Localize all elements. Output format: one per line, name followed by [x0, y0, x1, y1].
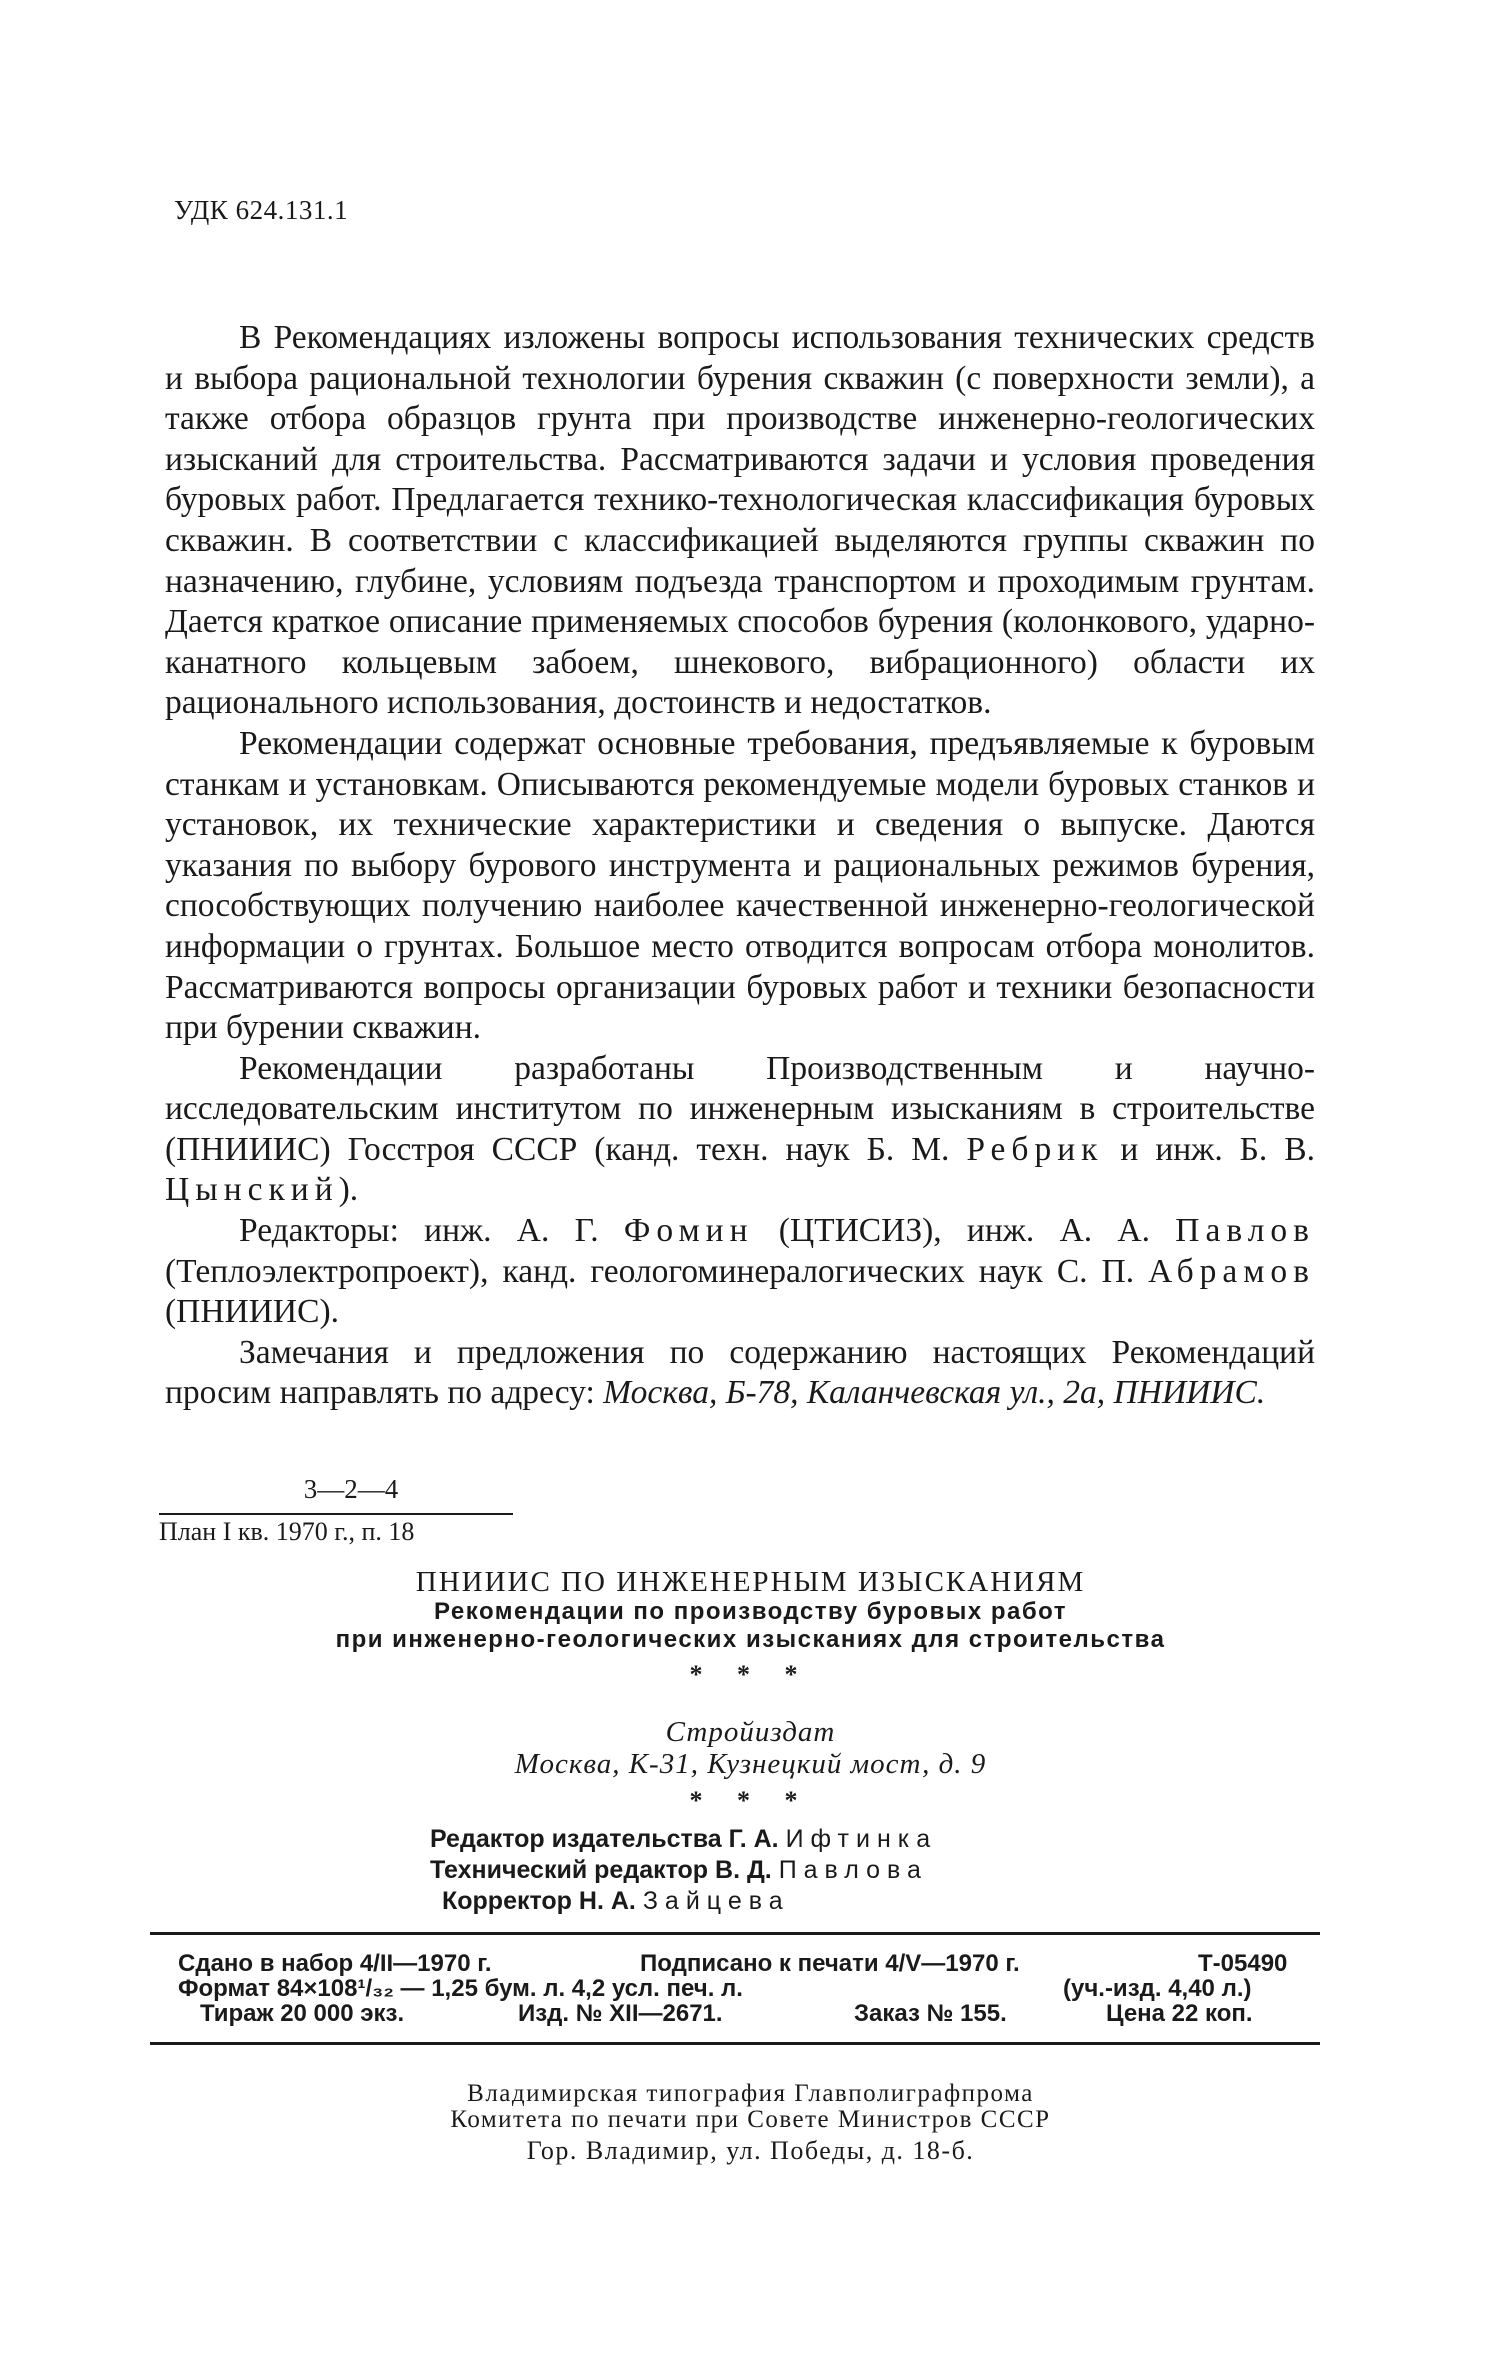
staff-name: Ифтинка — [785, 1825, 938, 1853]
staff-row — [430, 1855, 1130, 1886]
license-code: Т-05490 — [1198, 1950, 1288, 1977]
abstract — [165, 318, 1315, 1414]
plan-divider — [159, 1513, 513, 1515]
authors-text-c: ). — [338, 1171, 359, 1209]
abstract-paragraph-2: Рекомендации содержат основные требования, предъявляемые к буровым станкам и установкам. Описываются рекомендуемые модели буровых станков и установок, их технические характеристики и сведения о выпуске. Даются указания по выбору бурового инструмента и рациональных режимов бурения, способствующих получению наиболее качественной инженерно-геологической информации о грунтах. Большое место отводится вопросам отбора монолитов. Рассматриваются вопросы организации буровых работ и техники безопасности при бурении скважин. — [165, 724, 1315, 1047]
edition-number: Изд. № XII—2671. — [518, 2000, 723, 2027]
staff-name: Павлова — [778, 1856, 928, 1884]
editor-name-2: Павлов — [1175, 1212, 1315, 1250]
abstract-paragraph-5 — [165, 1333, 1315, 1414]
staff-role: Технический редактор — [430, 1856, 709, 1884]
editor-name-3: Абрамов — [1148, 1252, 1315, 1290]
feedback-address: Москва, Б-78, Каланчевская ул., 2а, ПНИИИС. — [603, 1374, 1266, 1412]
edition-sheets: (уч.-изд. 4,40 л.) — [1063, 1975, 1252, 2002]
print-run: Тираж 20 000 экз. — [200, 2000, 405, 2027]
staff-role: Редактор издательства — [430, 1825, 722, 1853]
price: Цена 22 коп. — [1106, 2000, 1253, 2027]
editors-text-b: (ЦТИСИЗ), инж. А. А. — [753, 1212, 1176, 1250]
imprint-rule-top — [150, 1932, 1320, 1935]
staff-name: Зайцева — [642, 1887, 790, 1915]
publisher-name: Стройиздат — [665, 1716, 836, 1748]
plan-code: 3—2—4 — [303, 1474, 399, 1504]
udk-code: УДК 624.131.1 — [174, 195, 349, 225]
author-name-2: Цынский — [165, 1171, 339, 1209]
editors-text-a: Редакторы: инж. А. Г. — [239, 1212, 624, 1250]
staff-role: Корректор — [442, 1887, 572, 1915]
typeset-date: Сдано в набор 4/II—1970 г. — [178, 1950, 492, 1977]
printer-line-2: Комитета по печати при Совете Министров СССР — [450, 2106, 1051, 2133]
publisher-address: Москва, К-31, Кузнецкий мост, д. 9 — [514, 1748, 987, 1780]
staff-initials: Г. А. — [728, 1825, 779, 1853]
staff-row — [430, 1886, 1130, 1917]
printer-line-1: Владимирская типография Главполиграфпрома — [467, 2080, 1034, 2107]
format-info: Формат 84×108¹/₃₂ — 1,25 бум. л. 4,2 усл. печ. л. — [178, 1975, 743, 2002]
imprint-rule-bottom — [150, 2042, 1320, 2045]
authors-text-b: и инж. Б. В. — [1103, 1130, 1315, 1168]
staff-initials: В. Д. — [715, 1856, 772, 1884]
editor-name-1: Фомин — [623, 1212, 754, 1250]
asterism-2: * * * — [689, 1786, 812, 1815]
staff-row — [430, 1824, 1130, 1855]
organization-title: ПНИИИС ПО ИНЖЕНЕРНЫМ ИЗЫСКАНИЯМ — [415, 1566, 1086, 1598]
printer-address: Гор. Владимир, ул. Победы, д. 18-б. — [526, 2136, 975, 2165]
print-sign-date: Подписано к печати 4/V—1970 г. — [640, 1950, 1020, 1977]
feedback-text: Замечания и предложения по содержанию настоящих Рекомендаций просим направлять по адресу: — [165, 1333, 1315, 1412]
order-number: Заказ № 155. — [854, 2000, 1007, 2027]
asterism-1: * * * — [689, 1660, 812, 1689]
abstract-paragraph-1: В Рекомендациях изложены вопросы использования технических средств и выбора рациональной технологии бурения скважин (с поверхности земли), а также отбора образцов грунта при производстве инженерно-геологических изысканий для строительства. Рассматриваются задачи и условия проведения буровых работ. Предлагается технико-технологическая классификация буровых скважин. В соответствии с классификацией выделяются группы скважин по назначению, глубине, условиям подъезда транспортом и проходимым грунтам. Дается краткое описание применяемых способов бурения (колонкового, ударно-канатного кольцевым забоем, шнекового, вибрационного) области их рационального использования, достоинств и недостатков. — [165, 319, 1315, 722]
book-title-line-2: при инженерно-геологических изысканиях для строительства — [335, 1626, 1166, 1653]
authors-text-a: Рекомендации разработаны Производственным и научно-исследовательским институтом по инженерным изысканиям в строительстве (ПНИИИС) Госстроя СССР (канд. техн. наук Б. М. — [165, 1049, 1315, 1168]
editors-text-c: (Теплоэлектропроект), канд. геологоминералогических наук С. П. — [165, 1252, 1149, 1290]
editors-text-d: (ПНИИИС). — [165, 1293, 339, 1331]
plan-block — [159, 1474, 513, 1547]
abstract-paragraph-3 — [165, 1049, 1315, 1211]
author-name-1: Ребрик — [966, 1130, 1104, 1168]
staff-list — [430, 1824, 1130, 1917]
abstract-paragraph-4 — [165, 1211, 1315, 1333]
plan-text: План I кв. 1970 г., п. 18 — [159, 1517, 415, 1546]
staff-initials: Н. А. — [578, 1887, 636, 1915]
book-title-line-1: Рекомендации по производству буровых работ — [434, 1598, 1067, 1625]
